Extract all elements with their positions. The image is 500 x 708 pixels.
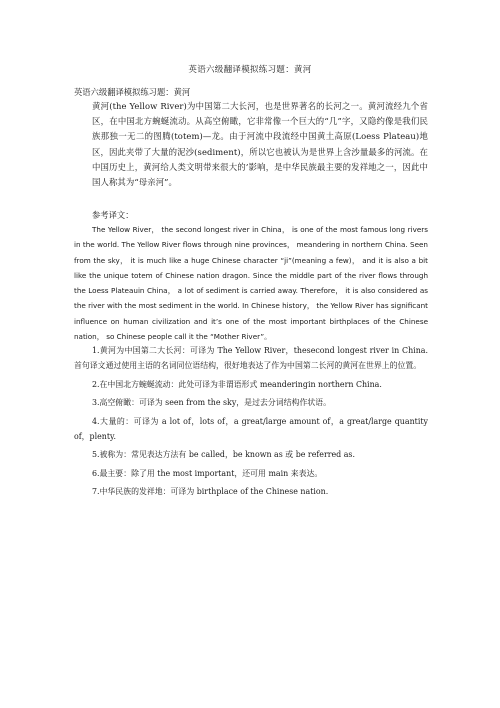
note-item: 7.中华民族的发祥地：可译为 birthplace of the Chinese nation. bbox=[92, 487, 329, 497]
note-item: 4.大量的：可译为 a lot of，lots of，a great/large amount of，a great/large quantity of，plenty. bbox=[74, 416, 428, 442]
translation-notes bbox=[74, 343, 428, 503]
chinese-passage: 黄河(the Yellow River)为中国第二大长河，也是世界著名的长河之一。黄河流经九个省区，在中国北方蜿蜒流动。从高空俯瞰，它非常像一个巨大的“几”字，又隐约像是我们民族那独一无二的图腾(totem)—龙。由于河流中段流经中国黄土高原(Loess Plateau)地区，因此夹带了大量的泥沙(sediment)，所以它也被认为是世界上含沙量最多的河流。在中国历史上，黄河给人类文明带来很大的’影响，是中华民族最主要的发祥地之一，因此中国人称其为“母亲河”。 bbox=[92, 101, 428, 188]
note-item: 2.在中国北方蜿蜒流动：此处可译为非谓语形式 meanderingin northern China. bbox=[92, 379, 382, 389]
note-item: 5.被称为：常见表达方法有 be called，be known as 或 be referred as. bbox=[92, 450, 355, 460]
reference-translation-label: 参考译文： bbox=[92, 210, 134, 220]
note-item: 6.最主要：除了用 the most important，还可用 main 来表达。 bbox=[92, 468, 323, 478]
note-item: 3.高空俯瞰：可译为 seen from the sky，是过去分词结构作状语。 bbox=[92, 398, 331, 408]
english-translation: The Yellow River， the second longest river in China， is one of the most famous long rivers in the world. The Yellow River flows through nine provinces， meandering in northern China. Seen from the sky， it is much like a huge Chinese character “ji”(meaning a few)， and it is also a bit like the unique totem of Chinese nation dragon. Since the middle part of the river flows through the Loess Plateauin China， a lot of sediment is carried away. Therefore， it is also considered as the river with the most sediment in the world. In Chinese history， the Yellow River has significant influence on human civilization and it’s one of the most important birthplaces of the Chinese nation， so Chinese people call it the “Mother River”。 bbox=[74, 225, 428, 342]
subtitle: 英语六级翻译模拟练习题：黄河 bbox=[74, 87, 191, 97]
note-item: 1.黄河为中国第二大长河：可译为 The Yellow River，thesecond longest river in China.首句译文通过使用主语的名词同位语结构，很好地表达了作为中国第二长河的黄河在世界上的位置。 bbox=[74, 346, 428, 371]
page-title: 英语六级翻译模拟练习题：黄河 bbox=[188, 65, 312, 75]
